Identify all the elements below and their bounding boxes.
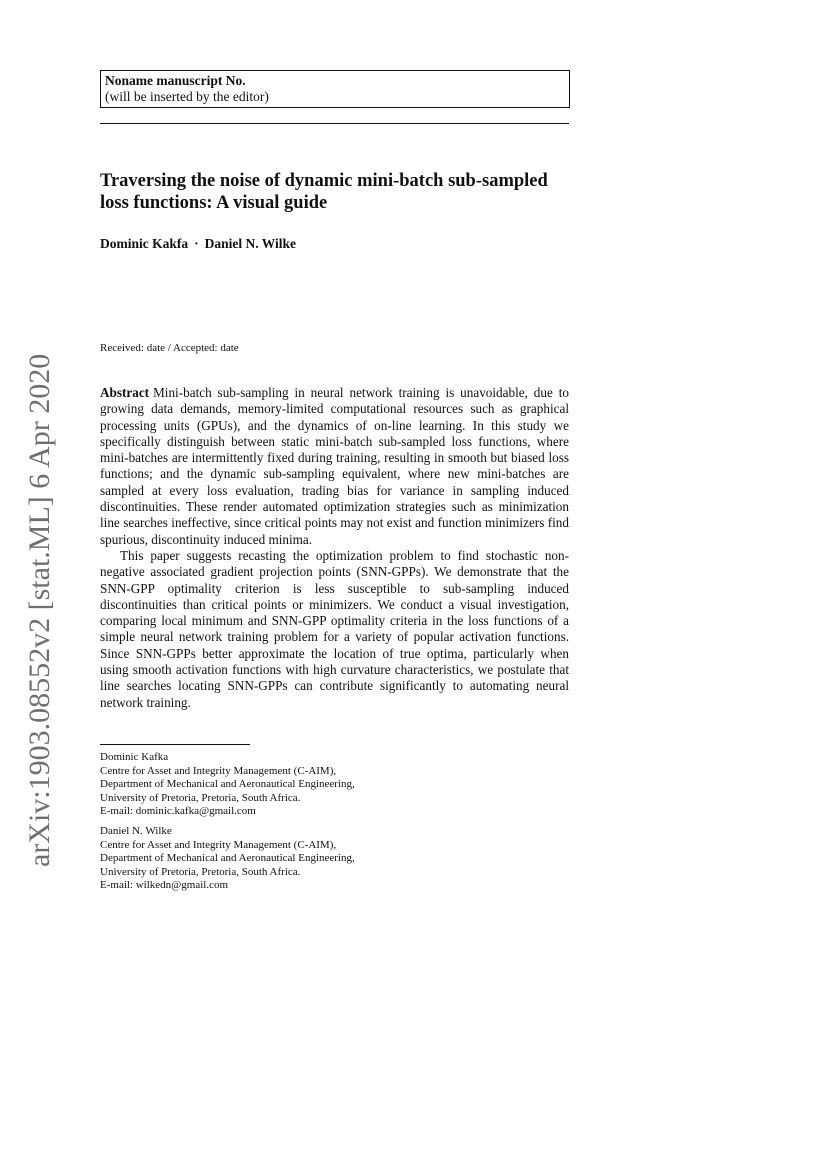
- arxiv-identifier: arXiv:1903.08552v2 [stat.ML] 6 Apr 2020: [23, 353, 56, 867]
- author-affiliations: [100, 751, 569, 899]
- abstract-heading: Abstract: [100, 385, 150, 400]
- affiliation-line: Department of Mechanical and Aeronautical Engineering,: [100, 852, 355, 865]
- author-separator: ·: [194, 236, 199, 251]
- header-rule: [100, 123, 569, 124]
- affiliation-line: University of Pretoria, Pretoria, South Africa.: [100, 791, 301, 804]
- author-name: Daniel N. Wilke: [204, 236, 297, 251]
- abstract-paragraph: This paper suggests recasting the optimization problem to find stochastic non-negative associated gradient projection points (SNN-GPPs). We demonstrate that the SNN-GPP optimality criterion is less susceptible to sub-sampling induced discontinuities than critical points or minimizers. We conduct a visual investigation, comparing local minimum and SNN-GPP optimality criteria in the loss functions of a simple neural network training problem for a variety of popular activation functions. Since SNN-GPPs better approximate the location of true optima, particularly when using smooth activation functions with high curvature characteristics, we postulate that line searches locating SNN-GPPs can contribute significantly to automating neural network training.: [100, 547, 569, 710]
- affiliation-line: Dominic Kafka: [100, 751, 169, 763]
- affiliation-line: Department of Mechanical and Aeronautical Engineering,: [100, 778, 355, 791]
- manuscript-number-box: [100, 70, 570, 108]
- affiliation-line: Centre for Asset and Integrity Management (C-AIM),: [100, 764, 337, 777]
- manuscript-number-line: Noname manuscript No.: [105, 73, 246, 88]
- received-accepted-dates: Received: date / Accepted: date: [100, 342, 239, 354]
- abstract-paragraph: [100, 385, 569, 548]
- editor-note-line: (will be inserted by the editor): [105, 89, 269, 104]
- affiliation-line: Daniel N. Wilke: [100, 824, 172, 837]
- abstract-text: Mini-batch sub-sampling in neural network training is unavoidable, due to growing data demands, memory-limited computational resources such as graphical processing units (GPUs), and the dynamics of on-line learning. In this study we specifically distinguish between static mini-batch sub-sampled loss functions, where mini-batches are intermittently fixed during training, resulting in smooth but biased loss functions; and the dynamic sub-sampling equivalent, where new mini-batches are sampled at every loss evaluation, trading bias for variance in sampling induced discontinuities. These render automated optimization strategies such as minimization line searches ineffective, since critical points may not exist and function minimizers find spurious, discontinuity induced minima.: [100, 385, 569, 547]
- affiliation-line: University of Pretoria, Pretoria, South Africa.: [100, 865, 301, 878]
- author-email: E-mail: wilkedn@gmail.com: [100, 879, 229, 892]
- footnote-rule: [100, 744, 250, 745]
- author-name: Dominic Kakfa: [100, 236, 189, 251]
- affiliation-block: [100, 825, 569, 893]
- abstract-section: [100, 385, 569, 711]
- author-email: E-mail: dominic.kafka@gmail.com: [100, 805, 256, 818]
- paper-title: Traversing the noise of dynamic mini-batch sub-sampled loss functions: A visual guide: [100, 171, 548, 213]
- affiliation-line: Centre for Asset and Integrity Management (C-AIM),: [100, 838, 337, 851]
- affiliation-block: [100, 751, 569, 819]
- author-list: [100, 236, 569, 252]
